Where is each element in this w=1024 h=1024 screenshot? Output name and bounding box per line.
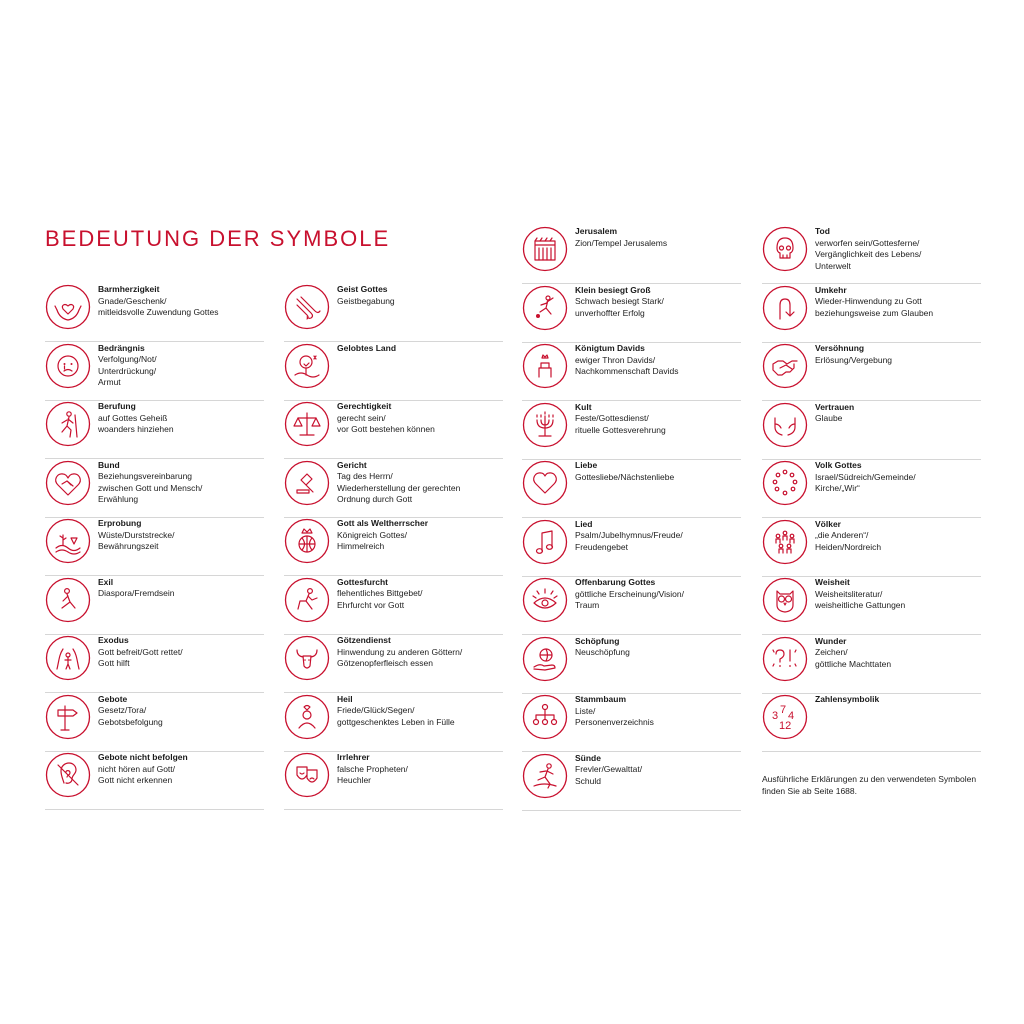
symbol-entry (522, 753, 741, 811)
symbol-text (337, 635, 509, 670)
symbol-text (337, 460, 509, 506)
sad-face-icon (45, 343, 91, 389)
symbol-description: Königreich Gottes/ Himmelreich (337, 529, 407, 551)
symbol-title: Sünde (575, 752, 601, 763)
symbol-text (815, 402, 987, 425)
symbol-title: Offenbarung Gottes (575, 577, 656, 587)
symbol-title: Kult (575, 401, 592, 412)
radiant-eye-icon (522, 577, 568, 623)
symbol-title: Gebote nicht befolgen (98, 752, 188, 762)
symbol-entry (284, 518, 503, 576)
numbers-icon (762, 694, 808, 740)
scales-icon (284, 401, 330, 447)
symbol-text (98, 577, 270, 600)
symbol-title: Schöpfung (575, 635, 620, 646)
running-thief-icon (522, 753, 568, 799)
symbol-text (575, 343, 747, 378)
heart-handshake-icon (45, 460, 91, 506)
symbol-text (98, 460, 270, 506)
symbol-entry (762, 460, 981, 518)
svg-text:3: 3 (772, 710, 779, 722)
symbol-text (337, 343, 509, 355)
symbol-text (815, 577, 987, 612)
symbol-text (98, 518, 270, 553)
symbol-description: auf Gottes Geheiß woanders hinziehen (98, 412, 174, 434)
symbol-entry (762, 226, 981, 284)
symbol-description: Verfolgung/Not/ Unterdrückung/ Armut (98, 354, 157, 387)
wind-icon (284, 284, 330, 330)
symbol-title: Geist Gottes (337, 284, 388, 294)
symbol-description: Tag des Herrn/ Wiederherstellung der gerechten Ordnung durch Gott (337, 471, 461, 504)
symbol-entry (762, 694, 981, 752)
symbol-description: Neuschöpfung (575, 647, 630, 657)
throne-icon (522, 343, 568, 389)
symbol-description: Liste/ Personenverzeichnis (575, 705, 654, 727)
symbol-description: Gesetz/Tora/ Gebotsbefolgung (98, 705, 163, 727)
temple-icon (522, 226, 568, 272)
symbol-entry (522, 343, 741, 401)
symbol-title: Stammbaum (575, 694, 627, 704)
symbol-description: verworfen sein/Gottesferne/ Vergänglichkeit des Lebens/ Unterwelt (815, 237, 922, 271)
slingshot-icon (522, 285, 568, 331)
symbol-text (98, 343, 270, 389)
symbol-title: Königtum Davids (575, 343, 645, 353)
symbol-entry (762, 636, 981, 694)
symbol-title: Gericht (337, 459, 367, 470)
symbol-description: Geistbegabung (337, 295, 395, 306)
symbol-title: Heil (337, 693, 353, 704)
symbol-description: Friede/Glück/Segen/ gottgeschenktes Leben in Fülle (337, 705, 455, 727)
gavel-icon (284, 460, 330, 506)
symbol-entry (45, 460, 264, 518)
symbol-text (575, 402, 747, 437)
symbol-entry (522, 226, 741, 284)
symbol-text (337, 518, 509, 553)
symbol-entry (284, 401, 503, 459)
symbol-description: Zion/Tempel Jerusalems (575, 237, 668, 248)
symbol-description: Psalm/Jubelhymnus/Freude/ Freudengebet (575, 530, 683, 552)
handshake-icon (762, 343, 808, 389)
bull-head-icon (284, 635, 330, 681)
symbol-text (575, 694, 747, 729)
symbol-title: Liebe (575, 460, 598, 470)
symbol-text (575, 753, 747, 788)
hand-globe-icon (522, 636, 568, 682)
hands-heart-icon (45, 284, 91, 330)
theatre-masks-icon (284, 752, 330, 798)
symbol-description: Diaspora/Fremdsein (98, 588, 175, 598)
symbol-description: flehentliches Bittgebet/ Ehrfurcht vor Gott (337, 588, 423, 610)
symbol-title: Gott als Weltherrscher (337, 518, 429, 528)
symbol-description: göttliche Erscheinung/Vision/ Traum (575, 588, 684, 610)
symbol-text (98, 752, 270, 787)
symbol-entry (45, 284, 264, 342)
symbol-text (815, 460, 987, 495)
symbol-text (337, 577, 509, 612)
symbol-title: Exil (98, 576, 114, 587)
symbol-entry (45, 343, 264, 401)
symbol-description: ewiger Thron Davids/ Nachkommenschaft Davids (575, 354, 679, 376)
symbol-entry (45, 635, 264, 693)
symbol-description: falsche Propheten/ Heuchler (337, 763, 408, 785)
symbol-text (575, 519, 747, 554)
symbol-entry (45, 694, 264, 752)
symbol-title: Barmherzigkeit (98, 284, 160, 294)
symbol-text (815, 519, 987, 554)
symbol-entry (284, 460, 503, 518)
symbol-title: Zahlensymbolik (815, 694, 880, 704)
symbol-title: Weisheit (815, 577, 850, 587)
symbol-description: Glaube (815, 413, 843, 423)
symbol-text (575, 285, 747, 320)
symbol-description: Wüste/Durststrecke/ Bewährungszeit (98, 529, 175, 551)
heart-icon (522, 460, 568, 506)
svg-text:4: 4 (788, 710, 795, 722)
symbol-title: Exodus (98, 635, 129, 645)
symbol-entry (522, 519, 741, 577)
symbol-text (575, 636, 747, 659)
symbol-title: Irrlehrer (337, 752, 370, 762)
u-turn-arrow-icon (762, 285, 808, 331)
symbol-text (815, 343, 987, 366)
symbol-title: Berufung (98, 401, 136, 411)
symbol-entry (284, 694, 503, 752)
symbol-description: gerecht sein/ vor Gott bestehen können (337, 412, 435, 434)
symbol-entry (522, 285, 741, 343)
symbol-text (337, 752, 509, 787)
music-note-icon (522, 519, 568, 565)
symbol-entry (522, 636, 741, 694)
symbol-title: Tod (815, 226, 830, 236)
symbol-description: Feste/Gottesdienst/ rituelle Gottesverehrung (575, 413, 666, 435)
owl-icon (762, 577, 808, 623)
svg-text:12: 12 (779, 720, 792, 732)
question-exclamation-icon (762, 636, 808, 682)
symbol-title: Versöhnung (815, 343, 865, 353)
menorah-icon (522, 402, 568, 448)
symbol-text (575, 226, 747, 249)
symbol-entry (284, 635, 503, 693)
svg-text:7: 7 (780, 704, 787, 716)
symbol-description: Erlösung/Vergebung (815, 354, 893, 365)
symbol-title: Bund (98, 459, 120, 470)
symbol-entry (522, 577, 741, 635)
symbol-text (98, 635, 270, 670)
symbol-text (575, 577, 747, 612)
family-tree-icon (522, 694, 568, 740)
tree-landscape-icon (284, 343, 330, 389)
symbol-entry (522, 694, 741, 752)
symbol-text (815, 226, 987, 272)
symbol-entry (762, 519, 981, 577)
symbol-text (815, 694, 987, 706)
footnote: Ausführliche Erklärungen zu den verwendeten Symbolen finden Sie ab Seite 1688. (762, 774, 977, 796)
symbol-entry (762, 343, 981, 401)
symbol-title: Gebote (98, 693, 128, 704)
symbol-title: Gelobtes Land (337, 342, 397, 353)
symbol-description: Gnade/Geschenk/ mitleidsvolle Zuwendung Gottes (98, 295, 219, 317)
symbol-title: Völker (815, 518, 841, 529)
person-dove-icon (284, 694, 330, 740)
symbol-text (575, 460, 747, 483)
kneeling-person-icon (284, 577, 330, 623)
symbol-text (98, 284, 270, 319)
symbol-entry (284, 343, 503, 401)
symbol-text (98, 401, 270, 436)
symbol-description: „die Anderen“/ Heiden/Nordreich (815, 530, 882, 552)
symbol-title: Gerechtigkeit (337, 401, 392, 411)
page-title: BEDEUTUNG DER SYMBOLE (45, 226, 391, 251)
symbol-title: Vertrauen (815, 401, 855, 412)
crouching-person-icon (45, 577, 91, 623)
symbol-entry (45, 752, 264, 810)
symbol-entry (762, 285, 981, 343)
symbol-entry (45, 401, 264, 459)
signpost-icon (45, 694, 91, 740)
symbol-entry (522, 402, 741, 460)
symbol-text (815, 636, 987, 671)
people-groups-icon (762, 519, 808, 565)
symbol-text (337, 401, 509, 436)
symbol-description: Israel/Südreich/Gemeinde/ Kirche/„Wir“ (815, 471, 916, 493)
symbol-text (815, 285, 987, 320)
symbol-title: Erprobung (98, 518, 142, 528)
walking-person-icon (45, 401, 91, 447)
crowned-globe-icon (284, 518, 330, 564)
symbol-text (337, 694, 509, 729)
symbol-description: Hinwendung zu anderen Göttern/ Götzenopferfleisch essen (337, 646, 463, 668)
skull-icon (762, 226, 808, 272)
parted-sea-icon (45, 635, 91, 681)
symbol-title: Bedrängnis (98, 342, 145, 353)
symbol-title: Götzendienst (337, 635, 391, 645)
symbol-title: Wunder (815, 635, 847, 646)
symbol-description: Schwach besiegt Stark/ unverhoffter Erfolg (575, 296, 664, 318)
circle-of-people-icon (762, 460, 808, 506)
symbol-title: Umkehr (815, 284, 847, 295)
symbol-entry (45, 518, 264, 576)
crossed-ear-icon (45, 752, 91, 798)
symbol-description: Frevler/Gewalttat/ Schuld (575, 764, 643, 786)
symbol-text (337, 284, 509, 307)
symbol-description: Gott befreit/Gott rettet/ Gott hilft (98, 646, 183, 668)
symbol-description: Weisheitsliteratur/ weisheitliche Gattungen (815, 588, 906, 610)
desert-icon (45, 518, 91, 564)
open-hands-icon (762, 402, 808, 448)
symbol-title: Jerusalem (575, 226, 618, 236)
symbol-entry (284, 752, 503, 810)
symbol-entry (522, 460, 741, 518)
symbol-entry (45, 577, 264, 635)
symbol-title: Volk Gottes (815, 460, 862, 470)
symbol-entry (762, 402, 981, 460)
symbol-title: Gottesfurcht (337, 576, 388, 587)
symbol-description: Gottesliebe/Nächstenliebe (575, 471, 675, 482)
symbol-text (98, 694, 270, 729)
symbol-title: Lied (575, 518, 593, 529)
symbol-entry (284, 577, 503, 635)
symbol-description: Zeichen/ göttliche Machttaten (815, 647, 892, 669)
symbol-entry (284, 284, 503, 342)
symbol-description: Wieder-Hinwendung zu Gott beziehungsweise zum Glauben (815, 296, 934, 318)
symbol-description: nicht hören auf Gott/ Gott nicht erkennen (98, 763, 176, 785)
symbol-description: Beziehungsvereinbarung zwischen Gott und Mensch/ Erwählung (98, 471, 203, 504)
symbol-title: Klein besiegt Groß (575, 284, 651, 295)
symbol-entry (762, 577, 981, 635)
